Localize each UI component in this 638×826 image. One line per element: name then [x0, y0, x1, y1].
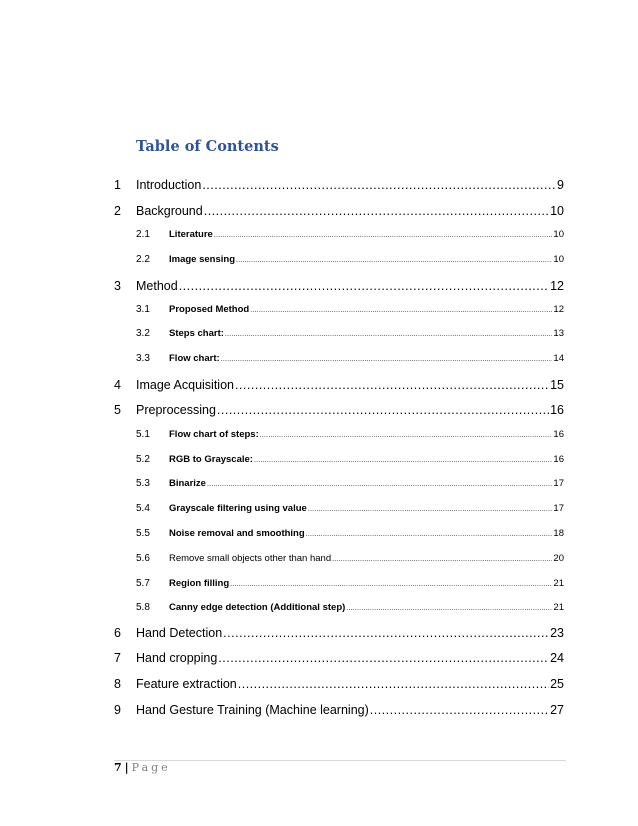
toc-leader-dots [214, 232, 553, 239]
toc-entry-number: 5.4 [136, 503, 150, 514]
toc-entry-number: 5.2 [136, 454, 150, 465]
toc-leader-dots [308, 506, 553, 513]
footer-page-label: Page [131, 761, 171, 774]
toc-entry[interactable] [136, 229, 564, 240]
toc-entry[interactable] [136, 553, 564, 564]
toc-leader-dots [250, 307, 552, 314]
toc-entry-title[interactable]: Feature extraction [136, 677, 237, 691]
toc-leader-dots [260, 432, 553, 439]
toc-leader-dots [346, 605, 552, 612]
toc-entry-page: 10 [550, 204, 564, 218]
toc-entry[interactable] [136, 578, 564, 589]
toc-entry-number: 1 [114, 178, 121, 192]
toc-entry-page: 25 [550, 677, 564, 691]
toc-entry-page: 17 [553, 503, 564, 514]
toc-entry-number: 7 [114, 651, 121, 665]
toc-leader-dots [225, 331, 553, 338]
toc-entry-number: 5.5 [136, 528, 150, 539]
toc-leader-dots [218, 651, 549, 665]
toc-entry-title[interactable]: Hand cropping [136, 651, 218, 665]
toc-entry[interactable] [114, 677, 564, 691]
toc-entry[interactable] [136, 503, 564, 514]
toc-entry-page: 21 [553, 578, 564, 589]
toc-entry-number: 3 [114, 279, 121, 293]
toc-entry[interactable] [114, 279, 564, 293]
toc-leader-dots [235, 378, 549, 392]
toc-entry-number: 3.3 [136, 353, 150, 364]
toc-leader-dots [238, 677, 549, 691]
toc-leader-dots [202, 178, 556, 192]
toc-entry-number: 8 [114, 677, 121, 691]
toc-entry-page: 16 [553, 454, 564, 465]
toc-entry[interactable] [114, 651, 564, 665]
footer-divider [114, 760, 566, 761]
footer-page-number: 7 [114, 761, 122, 774]
toc-entry-title[interactable]: Image Acquisition [136, 378, 234, 392]
toc-entry-number: 5.7 [136, 578, 150, 589]
toc-entry-number: 5.1 [136, 429, 150, 440]
toc-entry-title[interactable]: Steps chart: [169, 328, 224, 339]
toc-leader-dots [332, 556, 552, 563]
page-footer [114, 761, 171, 774]
toc-entry-number: 5.3 [136, 478, 150, 489]
toc-leader-dots [221, 356, 553, 363]
toc-entry[interactable] [136, 429, 564, 440]
toc-entry-page: 14 [553, 353, 564, 364]
toc-entry-page: 9 [557, 178, 564, 192]
toc-entry[interactable] [136, 328, 564, 339]
toc-entry-number: 5.6 [136, 553, 150, 564]
toc-entry-page: 23 [550, 626, 564, 640]
toc-entry[interactable] [114, 703, 564, 717]
toc-entry[interactable] [136, 454, 564, 465]
toc-entry-page: 18 [553, 528, 564, 539]
toc-entry[interactable] [136, 304, 564, 315]
toc-entry[interactable] [136, 528, 564, 539]
toc-entry-title[interactable]: Introduction [136, 178, 202, 192]
toc-entry-title[interactable]: Flow chart of steps: [169, 429, 259, 440]
toc-entry-title[interactable]: Canny edge detection (Additional step) [169, 602, 346, 613]
toc-entry[interactable] [114, 378, 564, 392]
toc-entry-page: 10 [553, 254, 564, 265]
toc-entry-title[interactable]: Proposed Method [169, 304, 250, 315]
toc-leader-dots [370, 703, 549, 717]
toc-entry-title[interactable]: Method [136, 279, 178, 293]
toc-entry[interactable] [136, 478, 564, 489]
toc-entry-title[interactable]: Region filling [169, 578, 230, 589]
toc-entry-number: 6 [114, 626, 121, 640]
toc-entry[interactable] [136, 254, 564, 265]
toc-entry-page: 12 [553, 304, 564, 315]
footer-separator: | [124, 761, 129, 774]
toc-entry[interactable] [114, 204, 564, 218]
toc-leader-dots [204, 204, 549, 218]
toc-entry-title[interactable]: Remove small objects other than hand [169, 553, 332, 564]
toc-entry-number: 3.2 [136, 328, 150, 339]
toc-entry-title[interactable]: Hand Gesture Training (Machine learning) [136, 703, 369, 717]
toc-entry-title[interactable]: Flow chart: [169, 353, 220, 364]
toc-entry-title[interactable]: Noise removal and smoothing [169, 528, 305, 539]
toc-leader-dots [254, 457, 552, 464]
toc-entry-page: 17 [553, 478, 564, 489]
toc-entry-title[interactable]: Hand Detection [136, 626, 223, 640]
toc-entry-title[interactable]: Background [136, 204, 203, 218]
toc-entry-title[interactable]: Literature [169, 229, 213, 240]
toc-entry[interactable] [114, 403, 564, 417]
toc-entry-number: 5.8 [136, 602, 150, 613]
toc-entry-page: 12 [550, 279, 564, 293]
toc-entry-number: 4 [114, 378, 121, 392]
toc-entry-title[interactable]: Grayscale filtering using value [169, 503, 307, 514]
toc-entry-title[interactable]: RGB to Grayscale: [169, 454, 253, 465]
toc-entry[interactable] [114, 626, 564, 640]
toc-leader-dots [207, 481, 552, 488]
toc-entry-title[interactable]: Preprocessing [136, 403, 216, 417]
toc-entry[interactable] [136, 353, 564, 364]
toc-leader-dots [306, 531, 553, 538]
toc-entry-page: 20 [553, 553, 564, 564]
toc-title: Table of Contents [136, 138, 279, 155]
toc-entry-number: 2.2 [136, 254, 150, 265]
toc-leader-dots [179, 279, 549, 293]
toc-entry-page: 10 [553, 229, 564, 240]
toc-entry-number: 5 [114, 403, 121, 417]
toc-entry-page: 21 [553, 602, 564, 613]
toc-entry[interactable] [136, 602, 564, 613]
toc-entry-page: 27 [550, 703, 564, 717]
toc-entry-page: 24 [550, 651, 564, 665]
toc-leader-dots [223, 626, 549, 640]
toc-entry[interactable] [114, 178, 564, 192]
toc-entry-number: 2 [114, 204, 121, 218]
toc-entry-page: 16 [553, 429, 564, 440]
toc-leader-dots [230, 581, 552, 588]
toc-entry-number: 2.1 [136, 229, 150, 240]
toc-leader-dots [236, 257, 552, 264]
toc-entry-title[interactable]: Image sensing [169, 254, 235, 265]
toc-leader-dots [217, 403, 549, 417]
toc-entry-page: 13 [553, 328, 564, 339]
toc-entry-title[interactable]: Binarize [169, 478, 206, 489]
toc-entry-page: 16 [550, 403, 564, 417]
toc-entry-number: 3.1 [136, 304, 150, 315]
toc-entry-number: 9 [114, 703, 121, 717]
toc-entry-page: 15 [550, 378, 564, 392]
